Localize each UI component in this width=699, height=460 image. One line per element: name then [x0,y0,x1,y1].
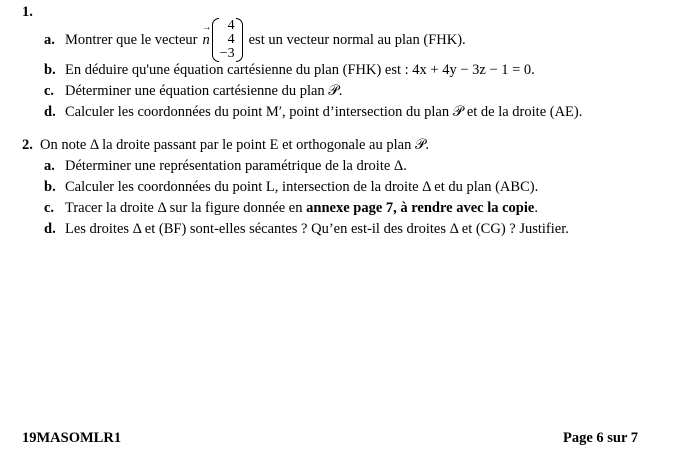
q2a-label: a. [44,158,55,174]
q1c-text: Déterminer une équation cartésienne du plan 𝒫. [65,83,343,99]
q2b-text: Calculer les coordonnées du point L, intersection de la droite Δ et du plan (ABC). [65,179,539,195]
q2c-text [65,200,538,217]
q2-intro: On note Δ la droite passant par le point E et orthogonale au plan 𝒫. [40,137,430,153]
vector-n-symbol: n → [202,32,209,49]
q1a-text-before: Montrer que le vecteur [65,31,198,48]
q1d-label: d. [44,104,56,120]
q2c-text-after: . [534,200,538,216]
q2c-text-bold: annexe page 7, à rendre avec la copie [306,200,535,216]
question-1-number: 1. [22,4,33,20]
q2c-text-before: Tracer la droite Δ sur la figure donnée en [65,200,307,216]
q1c-label: c. [44,83,55,99]
q2d-text: Les droites Δ et (BF) sont-elles sécantes ? Qu’en est-il des droites Δ et (CG) ? Justifier. [65,221,569,237]
vector-n-components [212,19,243,61]
vector-component-z: −3 [219,46,235,61]
vector-component-y: 4 [227,32,235,47]
q2c-label: c. [44,200,55,216]
q1b-text: En déduire qu'une équation cartésienne du plan (FHK) est : 4x + 4y − 3z − 1 = 0. [65,62,535,78]
footer-code: 19MASOMLR1 [22,430,122,446]
q2d-label: d. [44,221,56,237]
q1b-label: b. [44,62,56,78]
q1a-text [65,15,466,65]
q1d-text: Calculer les coordonnées du point M′, point d’intersection du plan 𝒫 et de la droite (AE). [65,104,583,120]
footer-page-number: Page 6 sur 7 [563,430,639,446]
q1a-label: a. [44,32,55,48]
question-2-number: 2. [22,137,33,153]
vector-component-x: 4 [227,18,235,33]
q1a-text-after: est un vecteur normal au plan (FHK). [248,31,466,48]
q2b-label: b. [44,179,56,195]
q2a-text: Déterminer une représentation paramétrique de la droite Δ. [65,158,407,174]
